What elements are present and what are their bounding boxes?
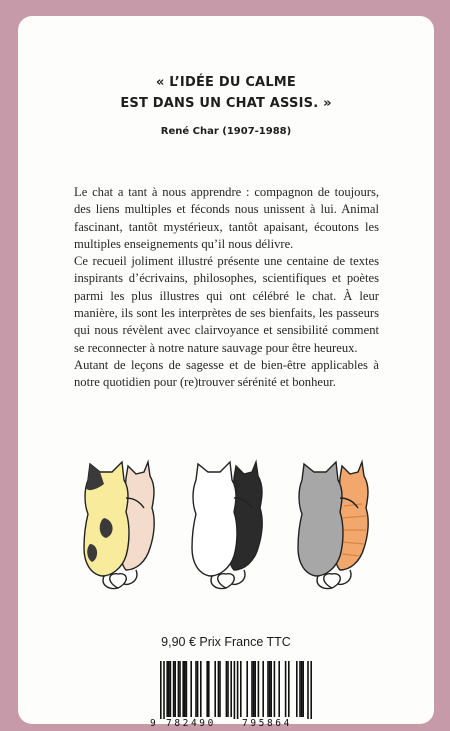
barcode-bar — [178, 661, 180, 717]
cat-pair-1 — [74, 458, 160, 598]
barcode-bar — [219, 661, 221, 717]
barcode-bar — [218, 661, 220, 717]
barcode-bar — [190, 661, 192, 717]
barcode-bar — [258, 661, 260, 717]
barcode-bars — [150, 661, 320, 719]
barcode-bar — [197, 661, 199, 717]
barcode-bar — [237, 661, 239, 719]
barcode-bar — [226, 661, 228, 717]
barcode-bar — [227, 661, 229, 717]
barcode-bar — [174, 661, 176, 717]
quote-line-2: EST DANS UN CHAT ASSIS. » — [120, 96, 332, 111]
isbn-barcode — [150, 661, 320, 731]
blurb-paragraph-1: Le chat a tant à nous apprendre : compagnon de toujours, des liens multiples et féconds nous unissent à lui. Animal fascinant, tantôt mystérieux, tantôt apaisant, écoutons les multiples enseignements qu’il nous délivre. — [74, 185, 379, 251]
barcode-bar — [170, 661, 172, 717]
barcode-bar — [186, 661, 188, 717]
barcode-bar — [296, 661, 298, 717]
barcode-bar — [195, 661, 197, 717]
barcode-bar — [214, 661, 216, 717]
quote-line-1: « L’IDÉE DU CALME — [155, 75, 297, 90]
barcode-bar — [166, 661, 168, 717]
barcode-bar — [254, 661, 256, 717]
back-cover — [18, 16, 434, 729]
barcode-bar — [307, 661, 309, 719]
barcode-bar — [267, 661, 269, 717]
epigraph-quote — [18, 72, 434, 114]
barcode-bar — [251, 661, 253, 717]
barcode-bar — [278, 661, 280, 717]
barcode-group-left: 782490 — [166, 718, 216, 729]
barcode-bar — [285, 661, 287, 717]
barcode-bar — [240, 661, 242, 717]
barcode-bar — [208, 661, 210, 717]
barcode-bar — [262, 661, 264, 717]
barcode-bar — [230, 661, 232, 717]
barcode-bar — [184, 661, 186, 717]
barcode-bar — [302, 661, 304, 717]
barcode-bar — [234, 661, 236, 719]
quote-author: René Char (1907-1988) — [160, 126, 292, 137]
barcode-bar — [168, 661, 170, 717]
blurb-paragraph-3: Autant de leçons de sagesse et de bien-être applicables à notre quotidien pour (re)trouver sérénité et bonheur. — [74, 357, 379, 390]
barcode-bar — [173, 661, 175, 717]
barcode-bar — [179, 661, 181, 717]
blurb — [74, 184, 379, 392]
barcode-bar — [299, 661, 301, 717]
barcode-bar — [253, 661, 255, 717]
blurb-paragraph-2: Ce recueil joliment illustré présente une centaine de textes inspirants d’écrivains, philosophes, scientifiques et poètes parmi les plus illustres qui ont célébré le chat. À leur manière, ils sont les interprètes de ses bienfaits, les passeurs qui nous révèlent avec clairvoyance et sensibilité comment se reconnecter à notre nature sauvage pour être heureux. — [74, 254, 379, 355]
barcode-bar — [269, 661, 271, 717]
barcode-bar — [160, 661, 162, 719]
barcode-bar — [182, 661, 184, 717]
barcode-bar — [246, 661, 248, 717]
barcode-bar — [206, 661, 208, 717]
barcode-bar — [288, 661, 290, 717]
cat-pair-2 — [182, 458, 268, 598]
barcode-digits — [150, 718, 320, 731]
cat-pair-3 — [288, 458, 374, 598]
barcode-bar — [310, 661, 312, 719]
barcode-bar — [301, 661, 303, 717]
barcode-bar — [270, 661, 272, 717]
barcode-bar — [274, 661, 276, 717]
barcode-bar — [163, 661, 165, 719]
barcode-bar — [200, 661, 202, 717]
price-label: 9,90 € Prix France TTC — [161, 635, 291, 649]
barcode-digit-first: 9 — [150, 718, 156, 729]
barcode-group-right: 795864 — [242, 718, 292, 729]
